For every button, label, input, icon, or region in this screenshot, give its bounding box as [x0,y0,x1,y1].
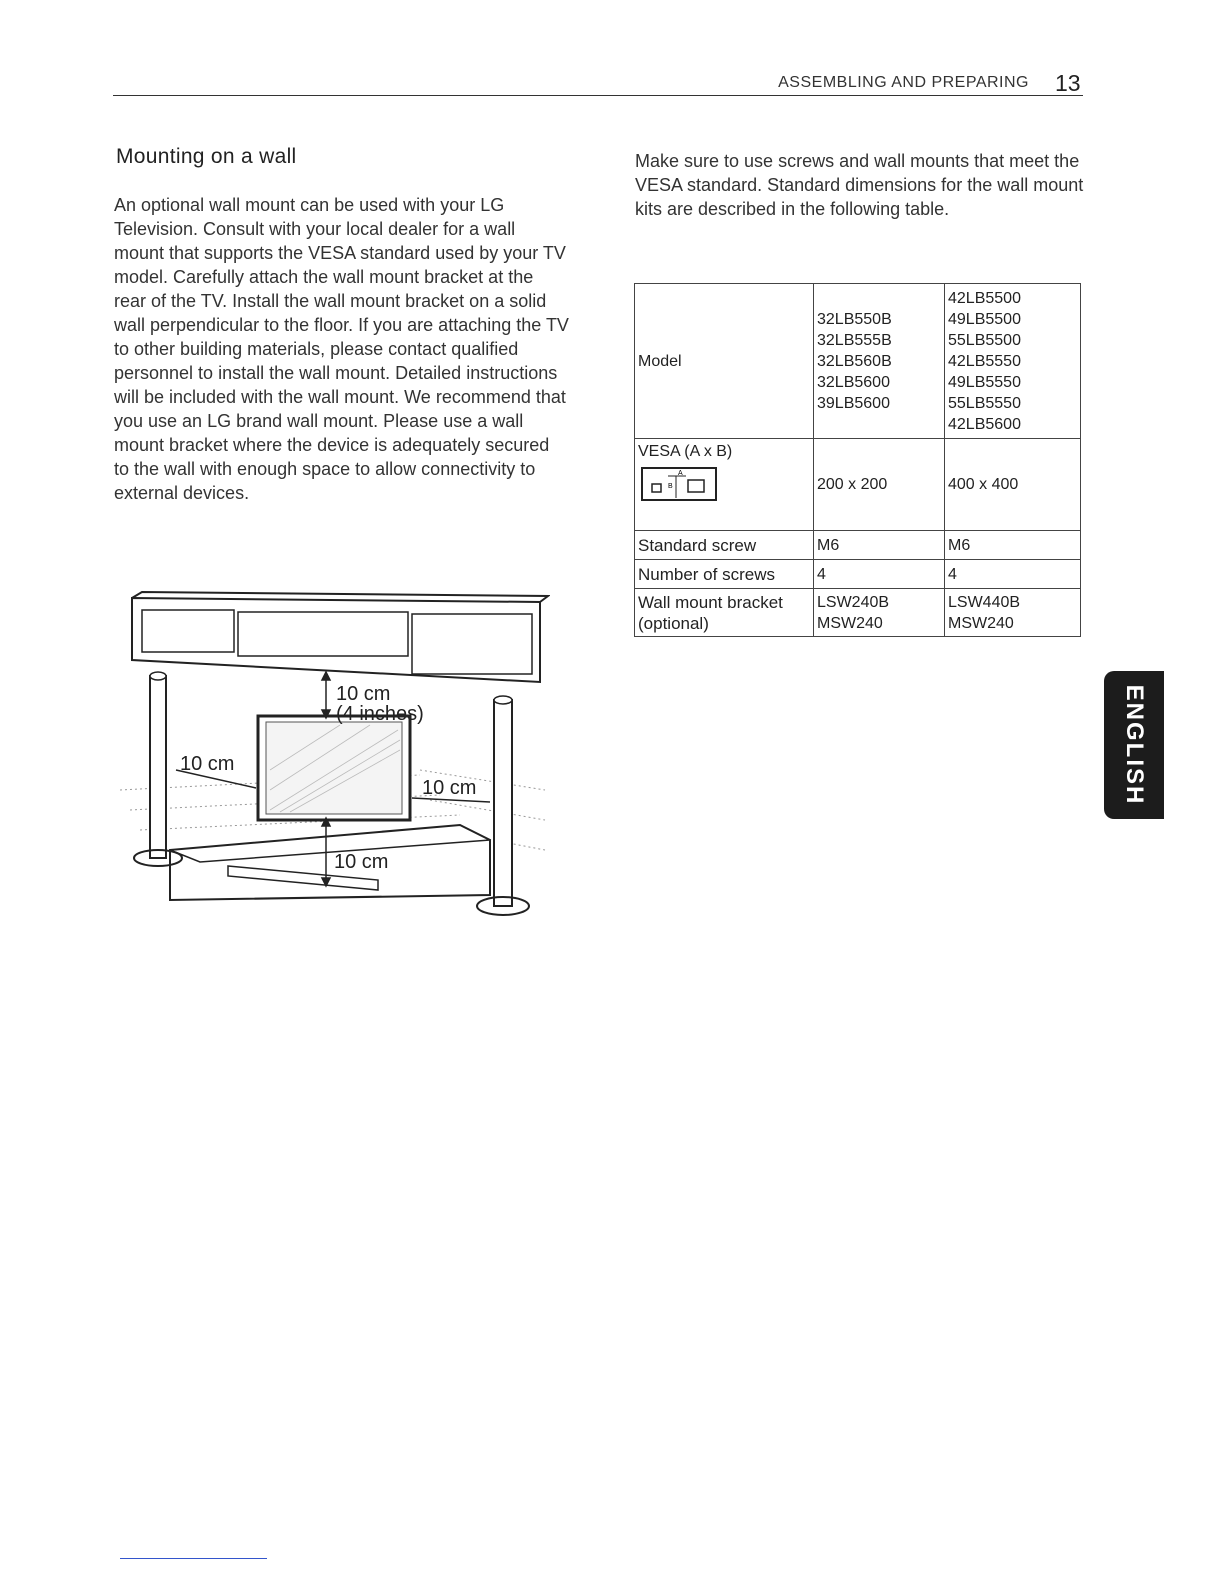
table-row [635,439,1081,531]
table-row [635,284,1081,439]
footer-rule [120,1558,267,1559]
model-label-cell: Model [635,284,814,439]
table-intro-paragraph: Make sure to use screws and wall mounts that meet the VESA standard. Standard dimensions for the wall mount kits are described in the following table. [635,151,1084,219]
svg-text:A: A [678,470,683,477]
model-list-cell [945,284,1081,439]
bracket-value-cell: LSW240B MSW240 [814,589,945,637]
num-screws-label-cell: Number of screws [635,560,814,589]
model-item: 42LB5600 [948,415,1021,433]
num-screws-value-cell: 4 [945,560,1081,589]
vesa-label-cell: VESA (A x B) A B [635,439,814,531]
screw-value-cell: M6 [814,531,945,560]
table-row [635,560,1081,589]
bracket-value-cell: LSW440B MSW240 [945,589,1081,637]
header-section-title: ASSEMBLING AND PREPARING [778,74,1029,91]
clearance-label-left: 10 cm [180,753,235,775]
clearance-label-right: 10 cm [422,777,477,799]
table-row [635,531,1081,560]
model-item: 49LB5550 [948,373,1021,391]
model-item: 42LB5550 [948,352,1021,370]
header-rule [113,95,1083,96]
svg-text:B: B [668,483,673,490]
vesa-value-cell: 400 x 400 [945,439,1081,531]
screw-label-cell: Standard screw [635,531,814,560]
intro-paragraph: An optional wall mount can be used with your LG Television. Consult with your local dealer for a wall mount that supports the VESA standard used by your TV model. Carefully attach the wall mount bracket at the rear of the TV. Install the wall mount bracket on a solid wall perpendicular to the floor. If you are attaching the TV to other building materials, please contact qualified personnel to install the wall mount. Detailed instructions will be included with the wall mount. We recommend that you use an LG brand wall mount. Please use a wall mount bracket where the device is adequately secured to the wall with enough space to allow connectivity to external devices. [114,195,569,503]
bracket-label-cell: Wall mount bracket (optional) [635,589,814,637]
model-item: 55LB5550 [948,394,1021,412]
screw-value-cell: M6 [945,531,1081,560]
vesa-table [634,283,1081,637]
model-item: 49LB5500 [948,310,1021,328]
model-item: 32LB5600 [817,373,890,391]
vesa-dimension-icon [638,466,720,502]
section-title: Mounting on a wall [116,145,297,168]
vesa-value-cell: 200 x 200 [814,439,945,531]
page-number: 13 [1055,70,1081,96]
model-item: 32LB555B [817,331,892,349]
model-item: 32LB560B [817,352,892,370]
clearance-label-bottom: 10 cm [334,851,389,873]
language-side-tab: ENGLISH [1104,671,1164,819]
model-list-cell [814,284,945,439]
model-item: 42LB5500 [948,289,1021,307]
model-item: 55LB5500 [948,331,1021,349]
clearance-label-top: 10 cm [336,683,391,705]
model-item: 32LB550B [817,310,892,328]
clearance-label-top-sub: (4 inches) [336,703,424,725]
wall-mount-diagram [120,590,550,930]
table-row [635,589,1081,637]
num-screws-value-cell: 4 [814,560,945,589]
model-item: 39LB5600 [817,394,890,412]
